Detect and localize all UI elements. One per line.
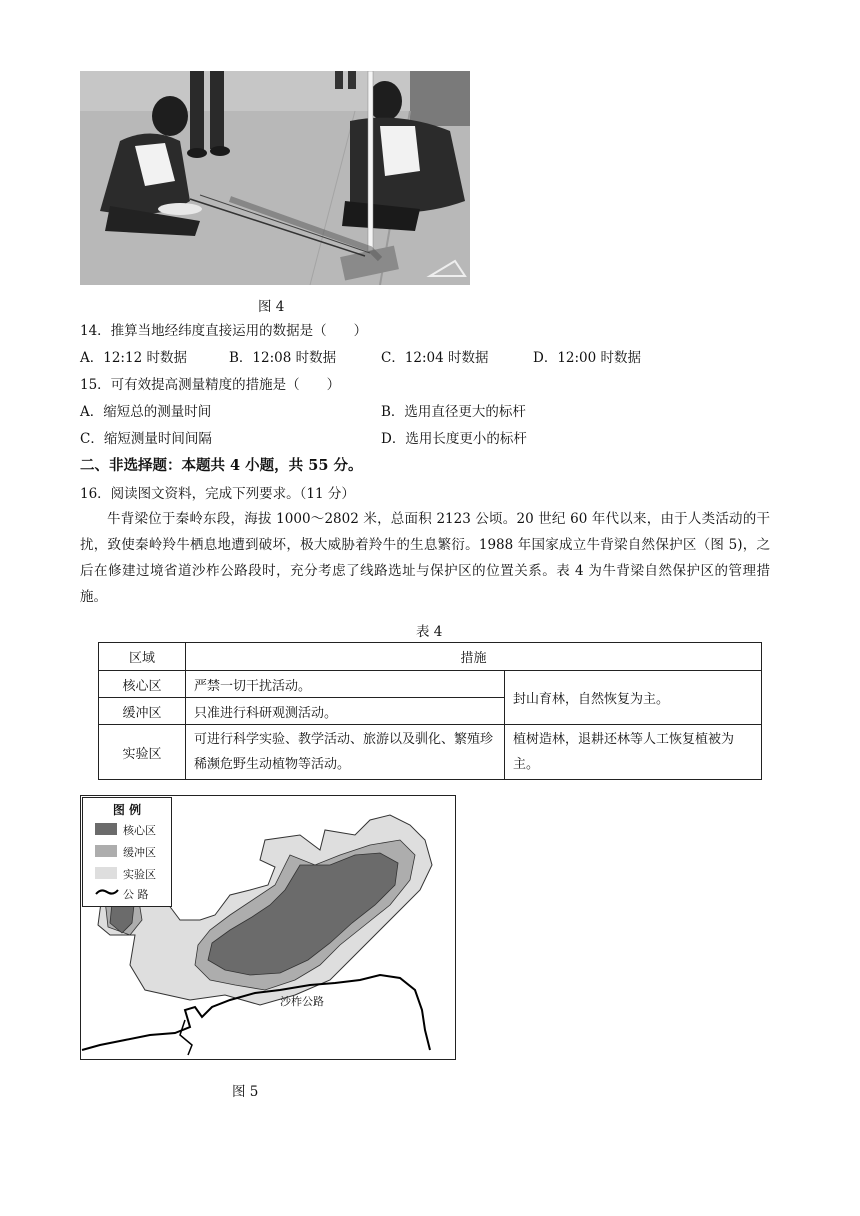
figure5-caption: 图 5: [232, 1084, 259, 1100]
q16-paragraph: [80, 506, 770, 610]
figure4-caption: 图 4: [258, 299, 285, 315]
table4-header-measure: 措施: [186, 643, 762, 671]
table4-measure-buffer: 只准进行科研观测活动。: [186, 698, 505, 725]
table4-caption: 表 4: [416, 624, 443, 640]
q16-stem: 16．阅读图文资料，完成下列要求。（11 分）: [80, 486, 355, 502]
legend-road-symbol: [95, 886, 119, 898]
table4-zone-buffer: 缓冲区: [99, 698, 186, 725]
legend-core-label: 核心区: [123, 824, 156, 837]
q14-option-d: D．12:00 时数据: [533, 350, 642, 366]
table4-zone-core: 核心区: [99, 671, 186, 698]
table4-experiment-restore: 植树造林，退耕还林等人工恢复植被为主。: [505, 725, 762, 780]
q16-paragraph-text: 牛背梁位于秦岭东段，海拔 1000～2802 米，总面积 2123 公顷。20 世纪 60 年代以来，由于人类活动的干扰，致使秦岭羚牛栖息地遭到破坏，极大威胁着羚牛的生息繁衍。1988 年国家成立牛背梁自然保护区（图 5)，之后在修建过境省道沙柞公路段时，充分考虑了线路选址与保护区的位置关系。表 4 为牛背梁自然保护区的管理措施。: [80, 511, 770, 605]
q14-option-c: C．12:04 时数据: [381, 350, 489, 366]
legend-experiment-swatch: [95, 867, 117, 879]
table4-measure-core: 严禁一切干扰活动。: [186, 671, 505, 698]
table4-measure-experiment: 可进行科学实验、教学活动、旅游以及驯化、繁殖珍稀濒危野生动植物等活动。: [186, 725, 505, 780]
q14-option-a: A．12:12 时数据: [80, 350, 187, 366]
road-label: 沙柞公路: [280, 995, 324, 1008]
table4-shared-measure: 封山育林，自然恢复为主。: [505, 671, 762, 725]
q14-option-b: B．12:08 时数据: [229, 350, 337, 366]
figure4-photo: [80, 71, 470, 285]
map-legend: [82, 797, 172, 907]
q14-stem: 14．推算当地经纬度直接运用的数据是（ ）: [80, 323, 368, 339]
section2-title: 二、非选择题：本题共 4 小题，共 55 分。: [80, 457, 363, 474]
legend-buffer-swatch: [95, 845, 117, 857]
legend-experiment-label: 实验区: [123, 868, 156, 881]
legend-road-label: 公 路: [123, 888, 149, 901]
legend-core-swatch: [95, 823, 117, 835]
table4-zone-experiment: 实验区: [99, 725, 186, 780]
q15-option-a: A．缩短总的测量时间: [80, 404, 212, 420]
table4-header-zone: 区域: [99, 643, 186, 671]
q15-option-b: B．选用直径更大的标杆: [381, 404, 526, 420]
q15-option-d: D．选用长度更小的标杆: [381, 431, 527, 447]
figure5-map: [80, 795, 456, 1060]
table4: [98, 642, 762, 780]
q15-option-c: C．缩短测量时间间隔: [80, 431, 212, 447]
legend-title: 图 例: [112, 803, 142, 817]
legend-buffer-label: 缓冲区: [123, 846, 156, 859]
q15-stem: 15．可有效提高测量精度的措施是（ ）: [80, 377, 341, 393]
